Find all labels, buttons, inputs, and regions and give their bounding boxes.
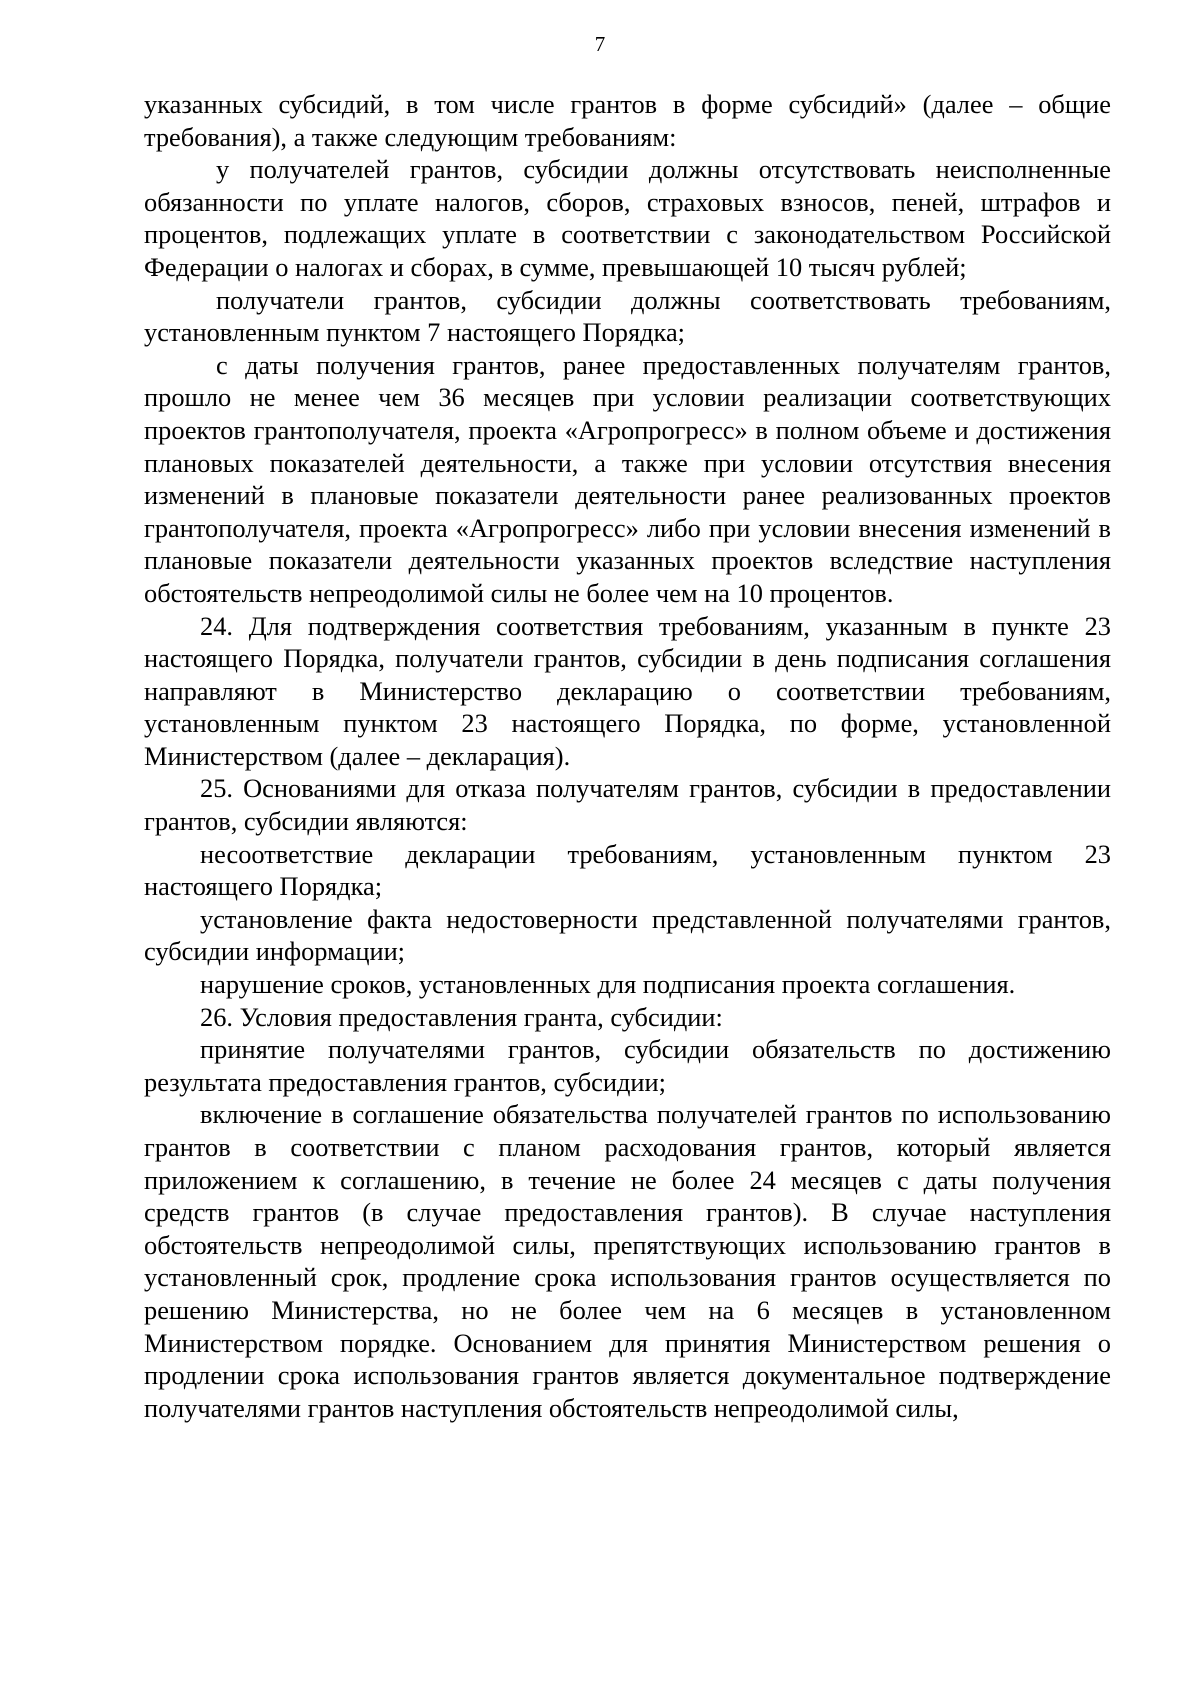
paragraph-meet-point-7: получатели грантов, субсидии должны соответствовать требованиям, установленным пунктом 7 настоящего Порядка; (144, 284, 1111, 348)
paragraph-25-refusal-grounds: 25. Основаниями для отказа получателям грантов, субсидии в предоставлении грантов, субсидии являются: (144, 773, 1111, 837)
paragraph-general-requirements-continued: указанных субсидий, в том числе грантов в форме субсидий» (далее – общие требования), а также следующим требованиям: (144, 89, 1111, 152)
paragraph-result-obligations: принятие получателями грантов, субсидии обязательств по достижению результата предоставления грантов, субсидии; (144, 1034, 1111, 1097)
paragraph-false-information: установление факта недостоверности представленной получателями грантов, субсидии информации; (144, 903, 1111, 967)
paragraph-deadline-violation: нарушение сроков, установленных для подписания проекта соглашения. (200, 969, 1016, 1000)
page-number: 7 (594, 32, 606, 56)
document-body (144, 88, 1111, 1424)
paragraph-no-tax-debts: у получателей грантов, субсидии должны отсутствовать неисполненные обязанности по уплате налогов, сборов, страховых взносов, пеней, штрафов и процентов, подлежащих уплате в соответствии с законодательством Российской Федерации о налогах и сборах, в сумме, превышающей 10 тысяч рублей; (144, 154, 1111, 282)
paragraph-24-declaration: 24. Для подтверждения соответствия требованиям, указанным в пункте 23 настоящего Порядка, получатели грантов, субсидии в день подписания соглашения направляют в Министерство декларацию о соответствии требованиям, установленным пунктом 23 настоящего Порядка, по форме, установленной Министерством (далее – декларация). (144, 610, 1111, 771)
paragraph-26-conditions: 26. Условия предоставления гранта, субсидии: (200, 1001, 723, 1032)
paragraph-grant-usage-obligation: включение в соглашение обязательства получателей грантов по использованию грантов в соответствии с планом расходования грантов, который является приложением к соглашению, в течение не более 24 месяцев с даты получения средств грантов (в случае предоставления грантов). В случае наступления обстоятельств непреодолимой силы, препятствующих использованию грантов в установленный срок, продление срока использования грантов осуществляется по решению Министерства, но не более чем на 6 месяцев в установленном Министерством порядке. Основанием для принятия Министерством решения о продлении срока использования грантов является документальное подтверждение получателями грантов наступления обстоятельств непреодолимой силы, (144, 1099, 1111, 1423)
paragraph-declaration-mismatch: несоответствие декларации требованиям, установленным пунктом 23 настоящего Порядка; (144, 838, 1111, 902)
paragraph-36-months: с даты получения грантов, ранее предоставленных получателям грантов, прошло не менее чем 36 месяцев при условии реализации соответствующих проектов грантополучателя, проекта «Агропрогресс» в полном объеме и достижения плановых показателей деятельности, а также при условии отсутствия внесения изменений в плановые показатели деятельности ранее реализованных проектов грантополучателя, проекта «Агропрогресс» либо при условии внесения изменений в плановые показатели деятельности указанных проектов вследствие наступления обстоятельств непреодолимой силы не более чем на 10 процентов. (144, 349, 1111, 608)
